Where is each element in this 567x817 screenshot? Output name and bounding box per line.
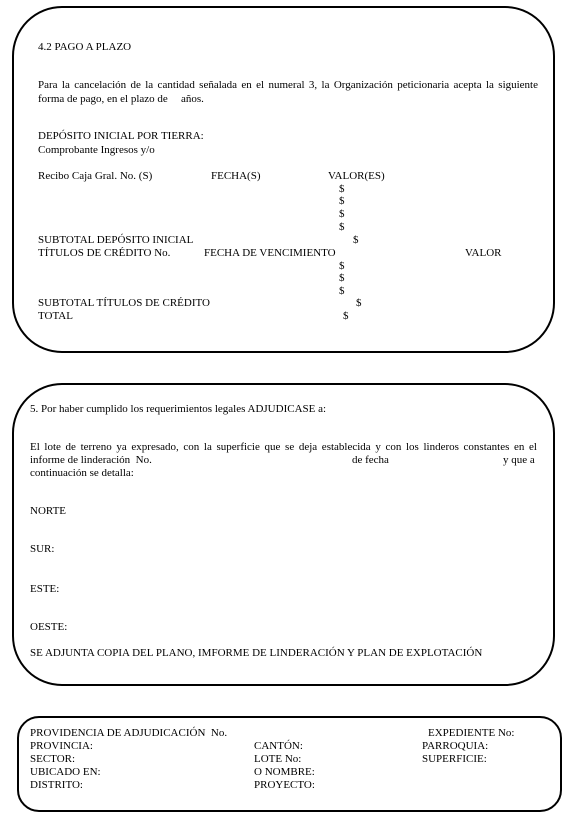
deposit-value-cell: $ [339,221,345,233]
provincia-label: PROVINCIA: [30,740,93,752]
ubicado-en-label: UBICADO EN: [30,766,101,778]
lote-label: LOTE No: [254,753,302,765]
payment-intro-line-2: forma de pago, en el plazo de [38,93,168,105]
nombre-label: O NOMBRE: [254,766,315,778]
adjudication-paragraph-line-3: continuación se detalla: [30,467,134,479]
deposit-heading: DEPÓSITO INICIAL POR TIERRA: [38,130,204,142]
boundary-east-label: ESTE: [30,583,60,595]
providencia-label: PROVIDENCIA DE ADJUDICACIÓN No. [30,727,228,739]
adjudication-paragraph-line-1: El lote de terreno ya expresado, con la superficie que se deja establecida y con los linderos constantes en el [30,441,537,453]
credit-value-cell: $ [339,285,345,297]
deposit-subheading: Comprobante Ingresos y/o [38,144,155,156]
deposit-value-cell: $ [339,195,345,207]
credit-column-due-date: FECHA DE VENCIMIENTO [204,247,336,259]
boundary-south-label: SUR: [30,543,55,555]
credit-column-number: TÍTULOS DE CRÉDITO No. [38,247,171,259]
sector-label: SECTOR: [30,753,76,765]
total-label: TOTAL [38,310,73,322]
deposit-value-cell: $ [339,208,345,220]
credit-value-cell: $ [339,272,345,284]
expediente-label: EXPEDIENTE No: [428,727,515,739]
deposit-subtotal-label: SUBTOTAL DEPÓSITO INICIAL [38,234,194,246]
credit-subtotal-label: SUBTOTAL TÍTULOS DE CRÉDITO [38,297,210,309]
adjudication-paragraph-line-2-tail: y que a [503,454,535,466]
payment-years-label: años. [181,93,204,105]
credit-column-value: VALOR [465,247,502,259]
deposit-subtotal-value: $ [353,234,359,246]
deposit-column-value: VALOR(ES) [328,170,385,182]
credit-value-cell: $ [339,260,345,272]
record-details-section [17,716,562,812]
adjudication-section [12,383,555,686]
attachment-note: SE ADJUNTA COPIA DEL PLANO, IMFORME DE LINDERACIÓN Y PLAN DE EXPLOTACIÓN [30,647,483,659]
boundary-north-label: NORTE [30,505,67,517]
adjudication-date-label: de fecha [352,454,389,466]
deposit-column-receipt: Recibo Caja Gral. No. (S) [38,170,153,182]
superficie-label: SUPERFICIE: [422,753,487,765]
proyecto-label: PROYECTO: [254,779,315,791]
adjudication-report-number-label: informe de linderación No. [30,454,152,466]
deposit-value-cell: $ [339,183,345,195]
canton-label: CANTÓN: [254,740,303,752]
payment-terms-section [12,6,555,353]
deposit-column-date: FECHA(S) [211,170,261,182]
payment-terms-title: 4.2 PAGO A PLAZO [38,41,132,53]
total-value: $ [343,310,349,322]
credit-subtotal-value: $ [356,297,362,309]
distrito-label: DISTRITO: [30,779,83,791]
boundary-west-label: OESTE: [30,621,68,633]
parroquia-label: PARROQUIA: [422,740,489,752]
adjudication-heading: 5. Por haber cumplido los requerimientos legales ADJUDICASE a: [30,403,327,415]
payment-intro-line-1: Para la cancelación de la cantidad señalada en el numeral 3, la Organización peticionaria acepta la siguiente [38,79,538,91]
